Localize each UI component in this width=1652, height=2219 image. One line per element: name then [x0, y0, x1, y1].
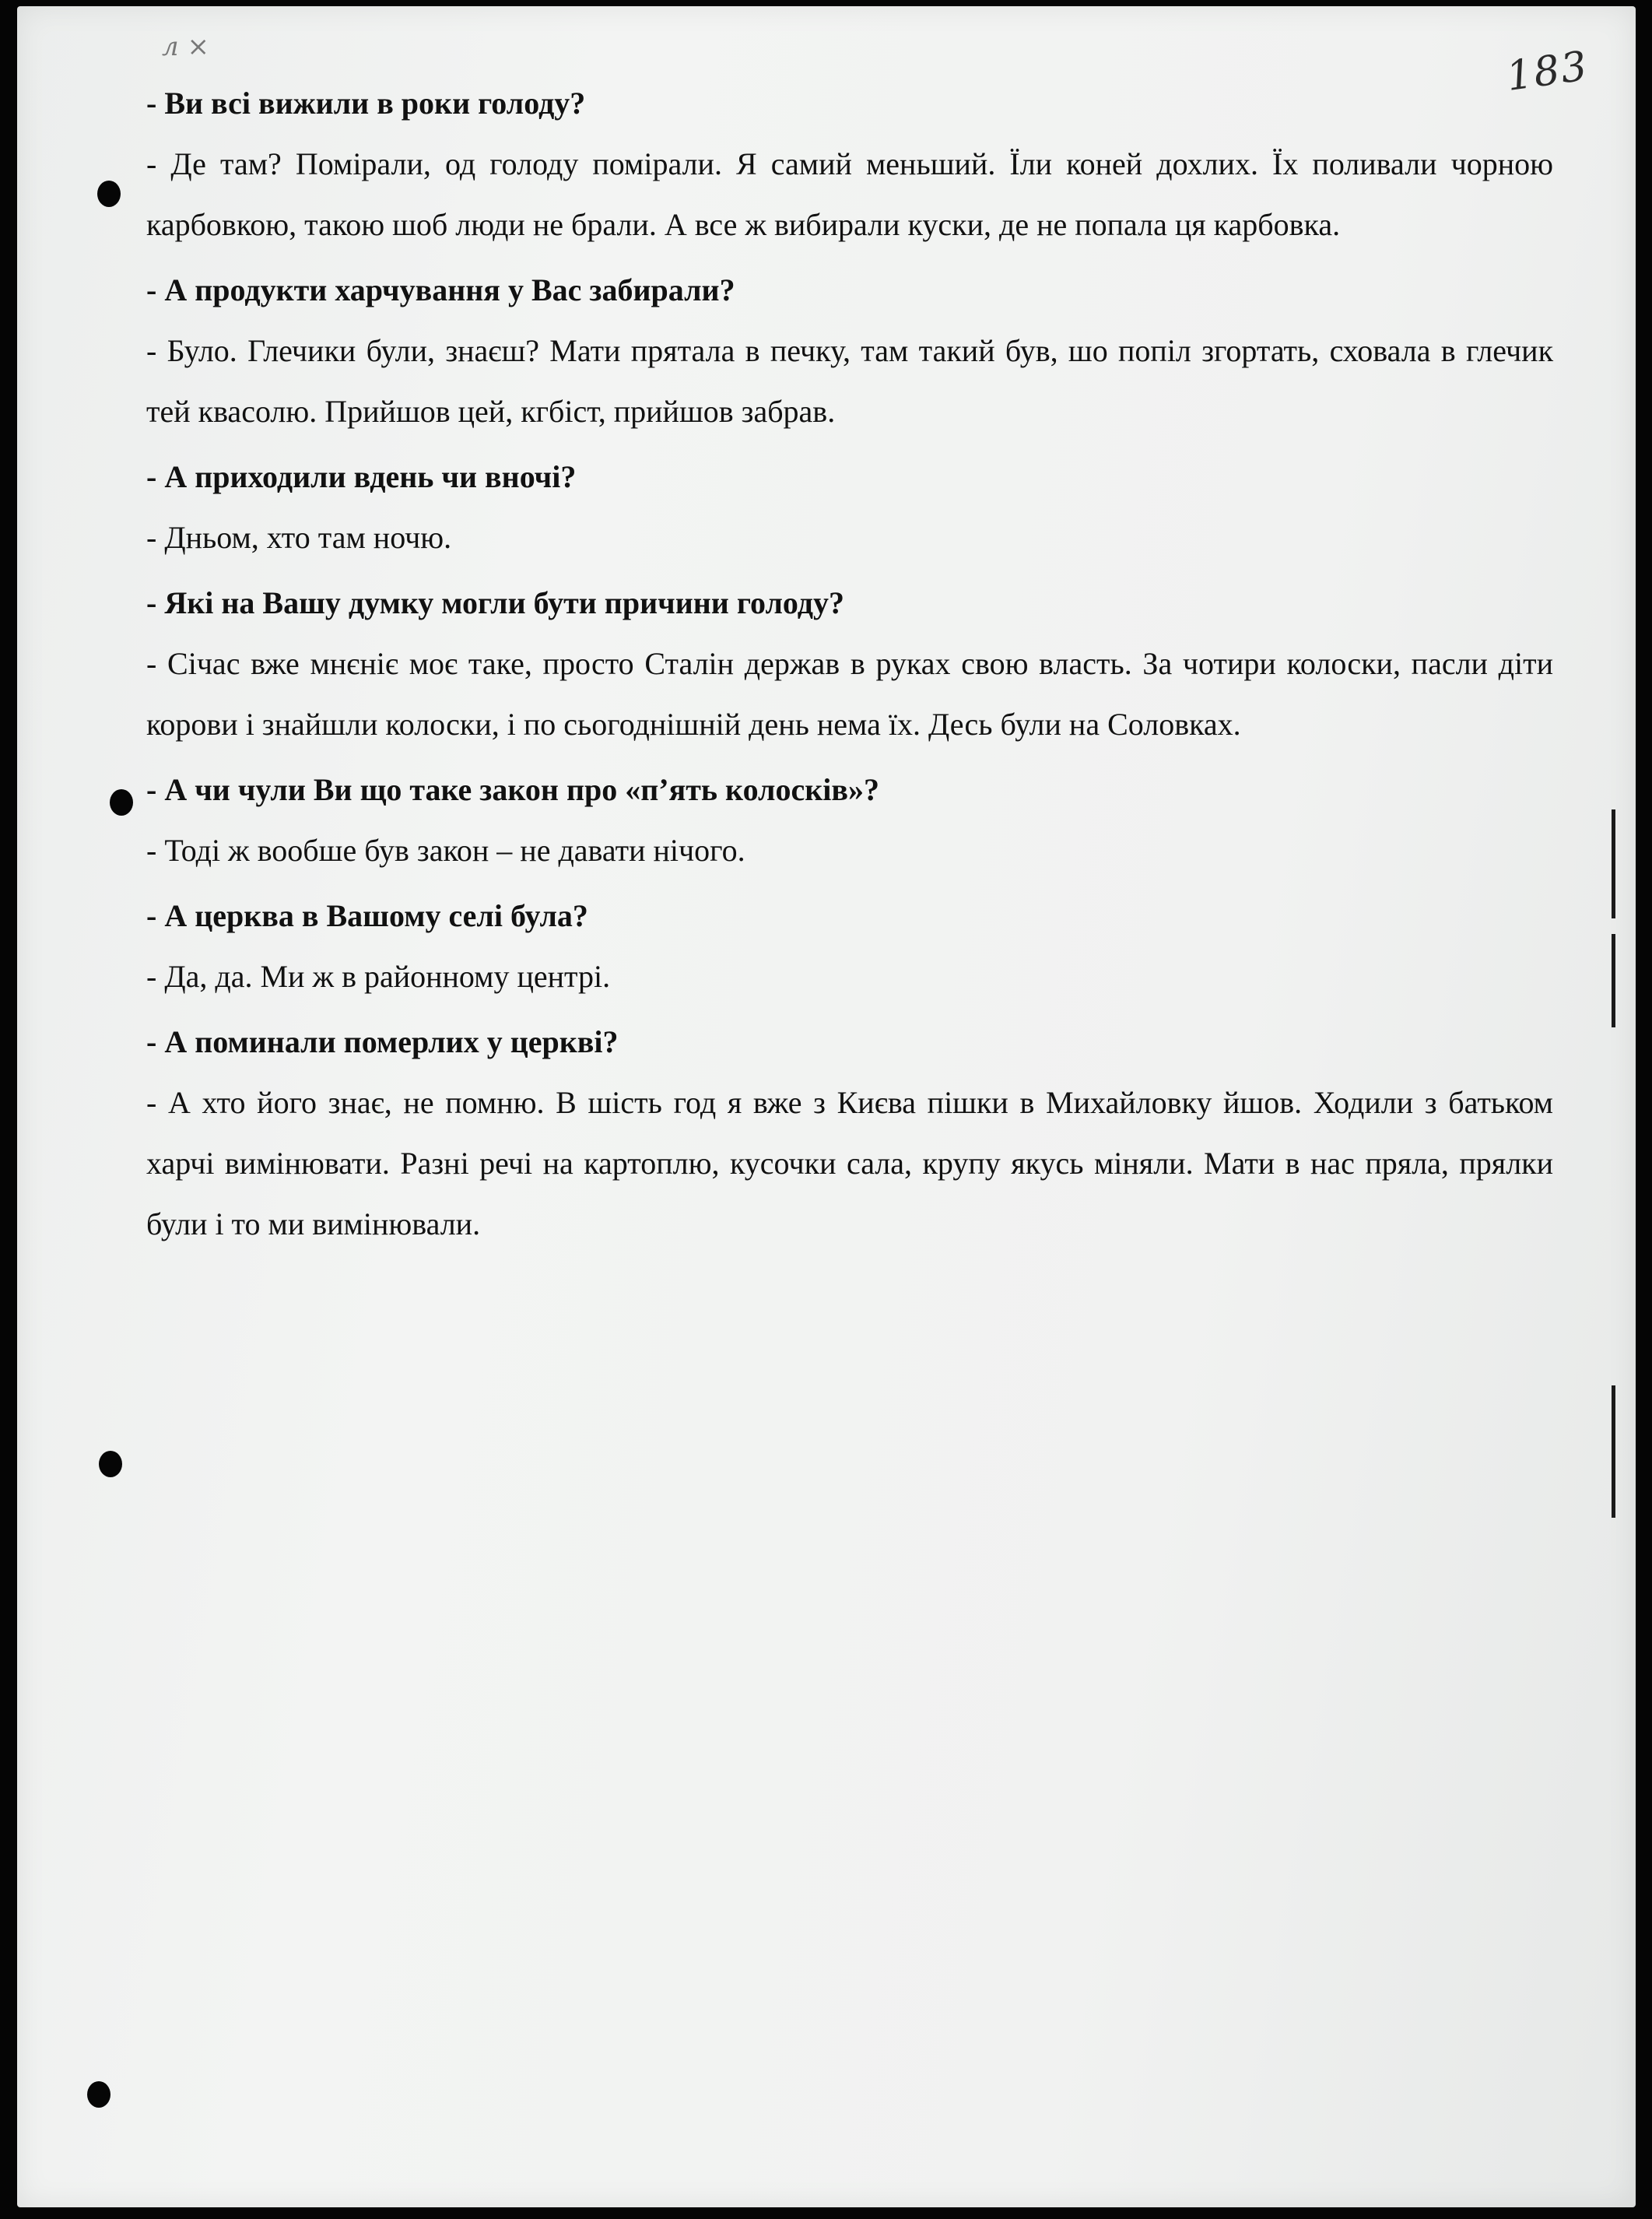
punch-hole: [87, 2081, 110, 2108]
answer: - Тоді ж вообше був закон – не давати нічого.: [146, 833, 745, 868]
question: - А приходили вдень чи вночі?: [146, 459, 577, 494]
punch-hole: [99, 1451, 122, 1477]
scan-edge-mark: [1612, 934, 1615, 1027]
punch-hole: [97, 181, 121, 207]
question: - А поминали померлих у церкві?: [146, 1024, 619, 1059]
question: - А продукти харчування у Вас забирали?: [146, 272, 735, 307]
scan-edge-mark: [1612, 809, 1615, 918]
answer: - Да, да. Ми ж в районному центрі.: [146, 959, 611, 994]
answer: - Де там? Помірали, од голоду помірали. Я самий меньший. Їли коней дохлих. Їх поливали чорною карбовкою, такою шоб люди не брали. А все ж вибирали куски, де не попала ця карбовка.: [146, 146, 1553, 242]
handwritten-page-number: 183: [1503, 42, 1591, 101]
answer: - Було. Глечики були, знаєш? Мати прятала в печку, там такий був, шо попіл згортать, сховала в глечик тей квасолю. Прийшов цей, кгбіст, прийшов забрав.: [146, 333, 1553, 429]
question: - Ви всі вижили в роки голоду?: [146, 86, 586, 121]
corner-scribble: л ×: [162, 31, 209, 62]
answer: - Дньом, хто там ночю.: [146, 520, 452, 555]
question: - А церква в Вашому селі була?: [146, 898, 588, 933]
answer: - Січас вже мнєніє моє таке, просто Сталін держав в руках свою власть. За чотири колоски, пасли діти корови і знайшли колоски, і по сьогоднішній день нема їх. Десь були на Соловках.: [146, 646, 1553, 742]
question: - Які на Вашу думку могли бути причини голоду?: [146, 585, 845, 620]
answer: - А хто його знає, не помню. В шість год я вже з Києва пішки в Михайловку йшов. Ходили з батьком харчі вимінювати. Разні речі на картоплю, кусочки сала, крупу якусь міняли. Мати в нас пряла, прялки були і то ми вимінювали.: [146, 1085, 1553, 1241]
punch-hole: [110, 789, 133, 816]
scan-edge-mark: [1612, 1385, 1615, 1518]
question: - А чи чули Ви що таке закон про «п’ять колосків»?: [146, 772, 879, 807]
interview-transcript: [146, 73, 1553, 1259]
